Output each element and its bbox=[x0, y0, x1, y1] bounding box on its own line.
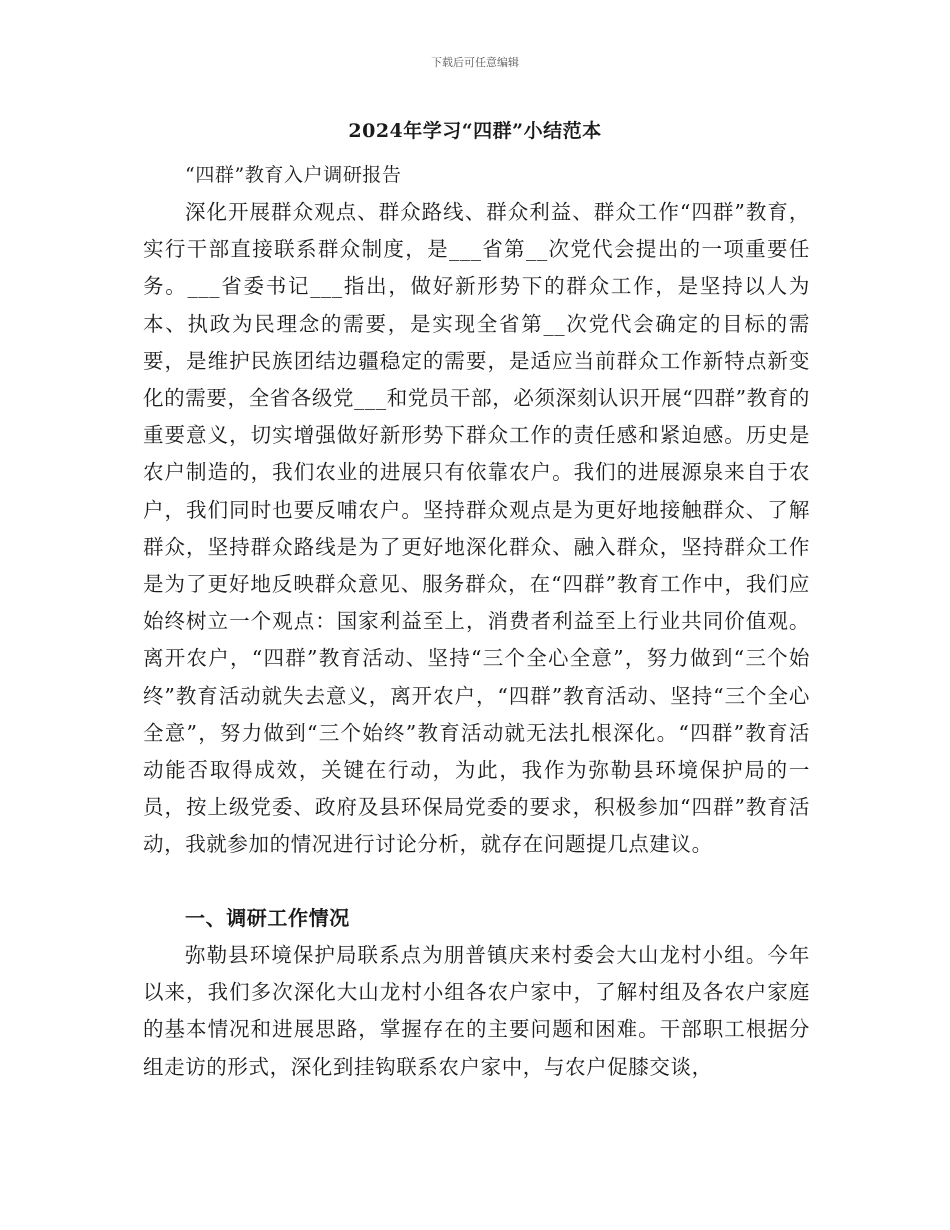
section-heading-1: 一、调研工作情况 bbox=[185, 906, 350, 930]
paragraph-1 bbox=[143, 194, 810, 864]
document-title: 2024年学习“四群”小结范本 bbox=[348, 120, 602, 142]
paragraph-2 bbox=[143, 937, 810, 1086]
paragraph-1-text: 深化开展群众观点、群众路线、群众利益、群众工作“四群”教育，实行干部直接联系群众制度，是___省第__次党代会提出的一项重要任务。___省委书记___指出，做好新形势下的群众工作，是坚持以人为本、执政为民理念的需要，是实现全省第__次党代会确定的目标的需要，是维护民族团结边疆稳定的需要，是适应当前群众工作新特点新变化的需要，全省各级党___和党员干部，必须深刻认识开展“四群”教育的重要意义，切实增强做好新形势下群众工作的责任感和紧迫感。历史是农户制造的，我们农业的进展只有依靠农户。我们的进展源泉来自于农户，我们同时也要反哺农户。坚持群众观点是为更好地接触群众、了解群众，坚持群众路线是为了更好地深化群众、融入群众，坚持群众工作是为了更好地反映群众意见、服务群众，在“四群”教育工作中，我们应始终树立一个观点：国家利益至上，消费者利益至上行业共同价值观。离开农户，“四群”教育活动、坚持“三个全心全意”，努力做到“三个始终”教育活动就失去意义，离开农户，“四群”教育活动、坚持“三个全心全意”，努力做到“三个始终”教育活动就无法扎根深化。“四群”教育活动能否取得成效，关键在行动，为此，我作为弥勒县环境保护局的一员，按上级党委、政府及县环保局党委的要求，积极参加“四群”教育活动，我就参加的情况进行讨论分析，就存在问题提几点建议。 bbox=[143, 200, 810, 857]
page-header-note: 下载后可任意编辑 bbox=[431, 56, 519, 69]
paragraph-2-text: 弥勒县环境保护局联系点为朋普镇庆来村委会大山龙村小组。今年以来，我们多次深化大山龙村小组各农户家中，了解村组及各农户家庭的基本情况和进展思路，掌握存在的主要问题和困难。干部职工根据分组走访的形式，深化到挂钩联系农户家中，与农户促膝交谈， bbox=[143, 943, 810, 1079]
document-subtitle: “四群”教育入户调研报告 bbox=[185, 164, 402, 186]
